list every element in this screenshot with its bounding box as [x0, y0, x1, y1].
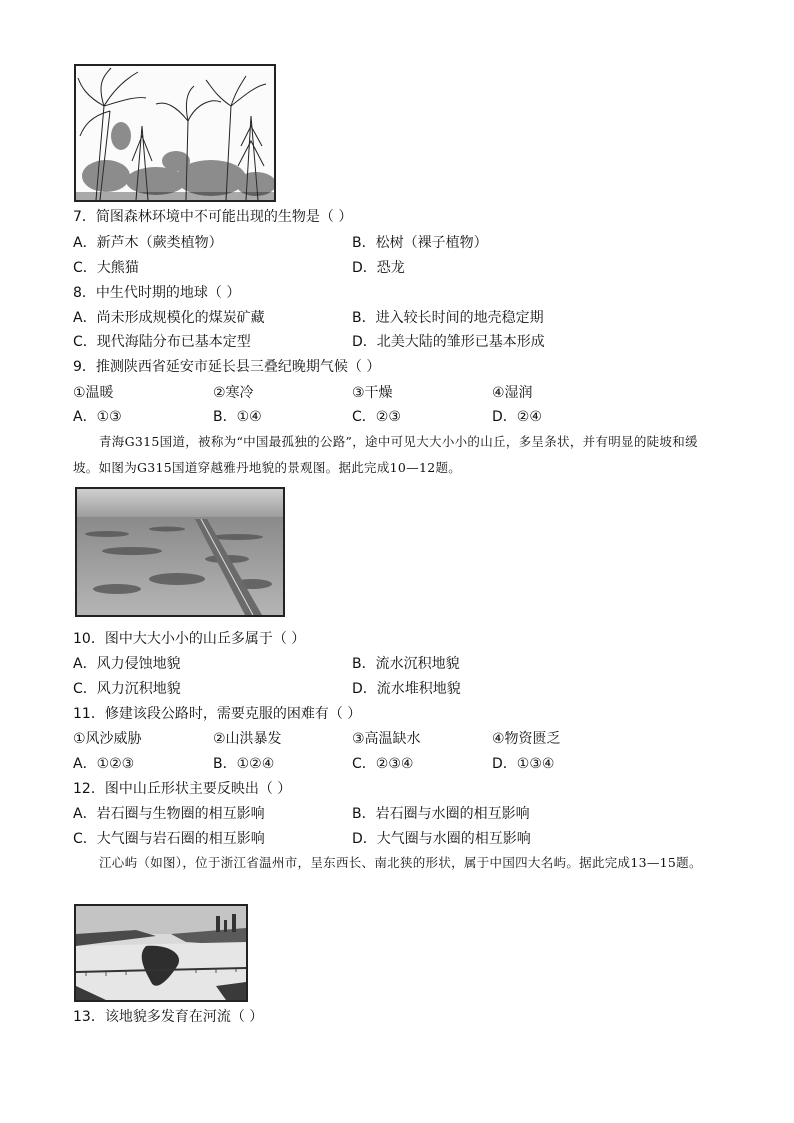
q9-option-a[interactable]: A．①③: [73, 409, 122, 425]
q12-option-d[interactable]: D．大气圈与水圈的相互影响: [352, 831, 531, 847]
q10-option-c[interactable]: C．风力沉积地貌: [73, 681, 181, 697]
q11-option-a[interactable]: A．①②③: [73, 756, 135, 772]
q11-item-2: ②山洪暴发: [213, 731, 282, 747]
q10-option-a[interactable]: A．风力侵蚀地貌: [73, 656, 181, 672]
q11-stem: 11．修建该段公路时，需要克服的困难有（ ）: [73, 706, 362, 722]
q11-option-c[interactable]: C．②③④: [352, 756, 414, 772]
q12-option-c[interactable]: C．大气圈与岩石圈的相互影响: [73, 831, 265, 847]
forest-illustration: [76, 66, 274, 200]
q9-item-2: ②寒冷: [213, 385, 254, 401]
passage-g315: 青海G315国道，被称为“中国最孤独的公路”，途中可见大大小小的山丘，多呈条状，并有明显的陡坡和缓坡。如图为G315国道穿越雅丹地貌的景观图。据此完成10—12题。: [73, 434, 698, 475]
q12-option-a[interactable]: A．岩石圈与生物圈的相互影响: [73, 806, 265, 822]
yardang-road-photo: [77, 489, 283, 615]
q9-option-d[interactable]: D．②④: [492, 409, 542, 425]
q8-option-a[interactable]: A．尚未形成规模化的煤炭矿藏: [73, 310, 265, 326]
q7-stem: 7．简图森林环境中不可能出现的生物是（ ）: [73, 209, 353, 225]
q11-option-d[interactable]: D．①③④: [492, 756, 555, 772]
forest-figure: [74, 64, 276, 202]
q12-option-b[interactable]: B．岩石圈与水圈的相互影响: [352, 806, 530, 822]
q8-option-b[interactable]: B．进入较长时间的地壳稳定期: [352, 310, 544, 326]
q7-option-d[interactable]: D．恐龙: [352, 260, 405, 276]
road-figure: [75, 487, 285, 617]
q9-stem: 9．推测陕西省延安市延长县三叠纪晚期气候（ ）: [73, 359, 381, 375]
q12-stem: 12．图中山丘形状主要反映出（ ）: [73, 781, 292, 797]
q13-stem: 13．该地貌多发育在河流（ ）: [73, 1009, 264, 1025]
q9-item-4: ④湿润: [492, 385, 533, 401]
q11-item-3: ③高温缺水: [352, 731, 421, 747]
q9-item-3: ③干燥: [352, 385, 393, 401]
q8-option-d[interactable]: D．北美大陆的雏形已基本形成: [352, 334, 545, 350]
q11-option-b[interactable]: B．①②④: [213, 756, 275, 772]
q11-item-4: ④物资匮乏: [492, 731, 561, 747]
river-island-photo: [76, 906, 246, 1000]
q10-stem: 10．图中大大小小的山丘多属于（ ）: [73, 631, 306, 647]
q10-option-d[interactable]: D．流水堆积地貌: [352, 681, 461, 697]
q8-option-c[interactable]: C．现代海陆分布已基本定型: [73, 334, 251, 350]
q7-option-a[interactable]: A．新芦木（蕨类植物）: [73, 235, 223, 251]
island-figure: [74, 904, 248, 1002]
q9-option-b[interactable]: B．①④: [213, 409, 262, 425]
q10-option-b[interactable]: B．流水沉积地貌: [352, 656, 460, 672]
q11-item-1: ①风沙威胁: [73, 731, 142, 747]
q9-option-c[interactable]: C．②③: [352, 409, 401, 425]
passage-jiangxinyu: 江心屿（如图），位于浙江省温州市，呈东西长、南北狭的形状，属于中国四大名屿。据此完成13—15题。: [99, 855, 702, 870]
q8-stem: 8．中生代时期的地球（ ）: [73, 285, 241, 301]
q7-option-c[interactable]: C．大熊猫: [73, 260, 139, 276]
q7-option-b[interactable]: B．松树（裸子植物）: [352, 235, 488, 251]
q9-item-1: ①温暖: [73, 385, 114, 401]
